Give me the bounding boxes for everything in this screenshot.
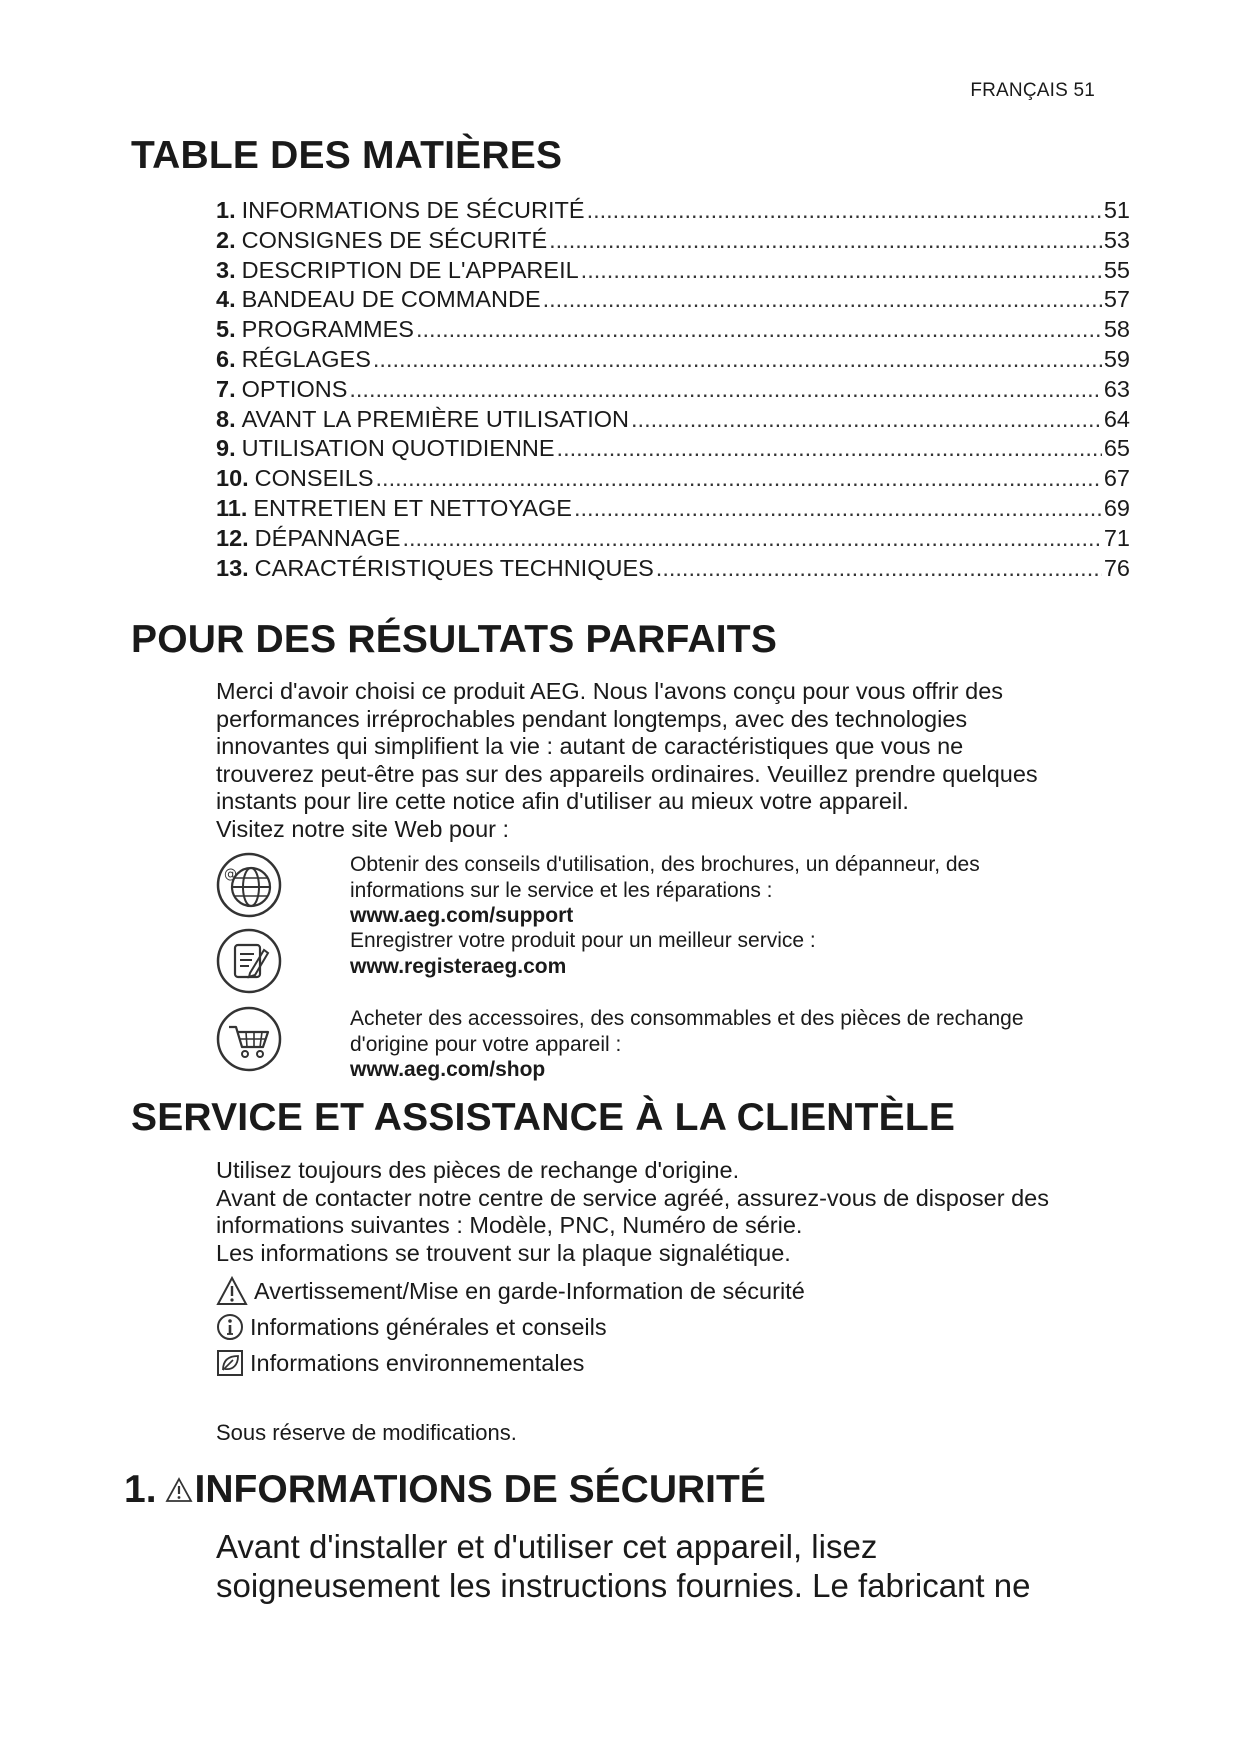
results-heading: POUR DES RÉSULTATS PARFAITS [131,618,778,661]
toc-entry[interactable] [216,226,1130,256]
toc-leader-dots [349,375,1101,405]
results-paragraph [216,678,1116,844]
toc-entry[interactable] [216,285,1130,315]
support-link[interactable]: www.aeg.com/support [350,904,574,927]
toc-entry-title: DESCRIPTION DE L'APPAREIL [241,256,579,283]
toc-entry[interactable] [216,196,1130,226]
results-line: Visitez notre site Web pour : [216,815,510,842]
toc-entry-page: 59 [1103,345,1130,372]
toc-entry-number: 13. [216,554,249,581]
toc-entry-page: 64 [1103,405,1130,432]
toc-entry-title: AVANT LA PREMIÈRE UTILISATION [241,405,630,432]
toc-entry-page: 67 [1103,465,1130,492]
toc-entry-page: 76 [1103,554,1130,581]
svg-text:@: @ [224,867,237,882]
toc-entry-number: 3. [216,256,236,283]
intro-line: Avant d'installer et d'utiliser cet appareil, lisez [216,1528,878,1565]
toc-entry-number: 8. [216,405,236,432]
service-paragraph [216,1157,1116,1267]
toc-entry-number: 11. [216,494,248,521]
toc-entry-title: RÉGLAGES [241,345,371,372]
globe-icon [216,852,282,918]
toc-entry[interactable] [216,464,1130,494]
chapter-title: INFORMATIONS DE SÉCURITÉ [194,1468,766,1511]
toc-entry[interactable] [216,256,1130,286]
toc-entry[interactable] [216,524,1130,554]
toc-leader-dots [581,256,1102,286]
results-line: trouverez peut-être pas sur des appareils ordinaires. Veuillez prendre quelques [216,760,1038,787]
toc-entry-page: 63 [1103,375,1130,402]
toc-entry-number: 10. [216,465,249,492]
warning-icon [165,1477,193,1503]
toc-leader-dots [557,434,1102,464]
results-line: Merci d'avoir choisi ce produit AEG. Nous l'avons conçu pour vous offrir des [216,678,1004,704]
legend-item-info [216,1310,607,1344]
chapter-heading [124,1468,766,1512]
toc-leader-dots [656,554,1102,584]
toc-entry[interactable] [216,375,1130,405]
results-line: instants pour lire cette notice afin d'utiliser au mieux votre appareil. [216,788,909,815]
legend-item-warning [216,1274,805,1308]
toc-entry[interactable] [216,315,1130,345]
web-description: Obtenir des conseils d'utilisation, des brochures, un dépanneur, des [350,853,980,876]
toc-entry-number: 5. [216,316,236,343]
chapter-intro [216,1527,1116,1605]
toc-heading: TABLE DES MATIÈRES [131,134,563,177]
toc-leader-dots [549,226,1102,256]
toc-entry[interactable] [216,405,1130,435]
toc-leader-dots [416,315,1102,345]
toc-entry-title: CONSEILS [254,465,374,492]
toc-entry-title: CARACTÉRISTIQUES TECHNIQUES [254,554,654,581]
toc-leader-dots [543,285,1102,315]
service-line: Utilisez toujours des pièces de rechange d'origine. [216,1157,740,1183]
legend-text: Avertissement/Mise en garde-Information de sécurité [254,1277,805,1304]
shopping-cart-icon [216,1006,282,1072]
toc-entry[interactable] [216,554,1130,584]
info-icon [216,1313,244,1341]
toc-entry-page: 65 [1103,435,1130,462]
shop-link[interactable]: www.aeg.com/shop [350,1058,546,1081]
environment-icon [216,1349,244,1377]
toc-entry-title: DÉPANNAGE [254,524,401,551]
toc-entry-title: INFORMATIONS DE SÉCURITÉ [241,197,585,223]
toc-entry-number: 9. [216,435,236,462]
register-link[interactable]: www.registeraeg.com [350,954,567,978]
toc-leader-dots [574,494,1102,524]
modification-note: Sous réserve de modifications. [216,1420,517,1445]
service-line: Avant de contacter notre centre de service agréé, assurez-vous de disposer des [216,1184,1049,1211]
page-header: FRANÇAIS 51 [970,80,1095,101]
service-line: Les informations se trouvent sur la plaque signalétique. [216,1239,791,1266]
web-description: informations sur le service et les réparations : [350,878,773,902]
toc-leader-dots [373,345,1102,375]
toc-entry-page: 69 [1103,494,1130,521]
legend-item-environment [216,1346,584,1380]
legend-text: Informations générales et conseils [250,1313,607,1340]
intro-line: soigneusement les instructions fournies. Le fabricant ne [216,1567,1031,1604]
register-icon [216,928,282,994]
toc-entry-page: 57 [1103,286,1130,313]
toc-entry-number: 2. [216,226,236,253]
web-description: d'origine pour votre appareil : [350,1032,622,1056]
toc-entry-page: 58 [1103,316,1130,343]
toc-entry[interactable] [216,345,1130,375]
toc-entry-title: PROGRAMMES [241,316,414,343]
toc-entry-page: 51 [1103,197,1130,223]
chapter-number: 1. [124,1468,157,1511]
toc-entry[interactable] [216,494,1130,524]
legend-text: Informations environnementales [250,1349,585,1376]
toc-entry-number: 12. [216,524,249,551]
toc-entry-number: 7. [216,375,236,402]
toc-entry-page: 71 [1103,524,1130,551]
toc-entry-title: BANDEAU DE COMMANDE [241,286,541,313]
results-line: innovantes qui simplifient la vie : autant de caractéristiques que vous ne [216,733,964,760]
web-description: Enregistrer votre produit pour un meilleur service : [350,929,816,952]
results-line: performances irréprochables pendant longtemps, avec des technologies [216,705,968,732]
toc-entry-page: 53 [1103,226,1130,253]
warning-icon [216,1276,248,1306]
toc-entry-number: 1. [216,197,236,223]
toc-leader-dots [587,196,1102,226]
service-heading: SERVICE ET ASSISTANCE À LA CLIENTÈLE [131,1096,956,1139]
toc-entry-title: OPTIONS [241,375,348,402]
toc-entry-page: 55 [1103,256,1130,283]
toc-entry-title: ENTRETIEN ET NETTOYAGE [253,494,572,521]
toc-leader-dots [376,464,1102,494]
table-of-contents [216,196,1130,583]
toc-entry-title: CONSIGNES DE SÉCURITÉ [241,226,548,253]
web-description: Acheter des accessoires, des consommables et des pièces de rechange [350,1007,1024,1030]
toc-entry-title: UTILISATION QUOTIDIENNE [241,435,555,462]
service-line: informations suivantes : Modèle, PNC, Numéro de série. [216,1212,803,1239]
toc-leader-dots [403,524,1102,554]
toc-entry-number: 6. [216,345,236,372]
toc-entry[interactable] [216,434,1130,464]
toc-leader-dots [631,405,1102,435]
toc-entry-number: 4. [216,286,236,313]
